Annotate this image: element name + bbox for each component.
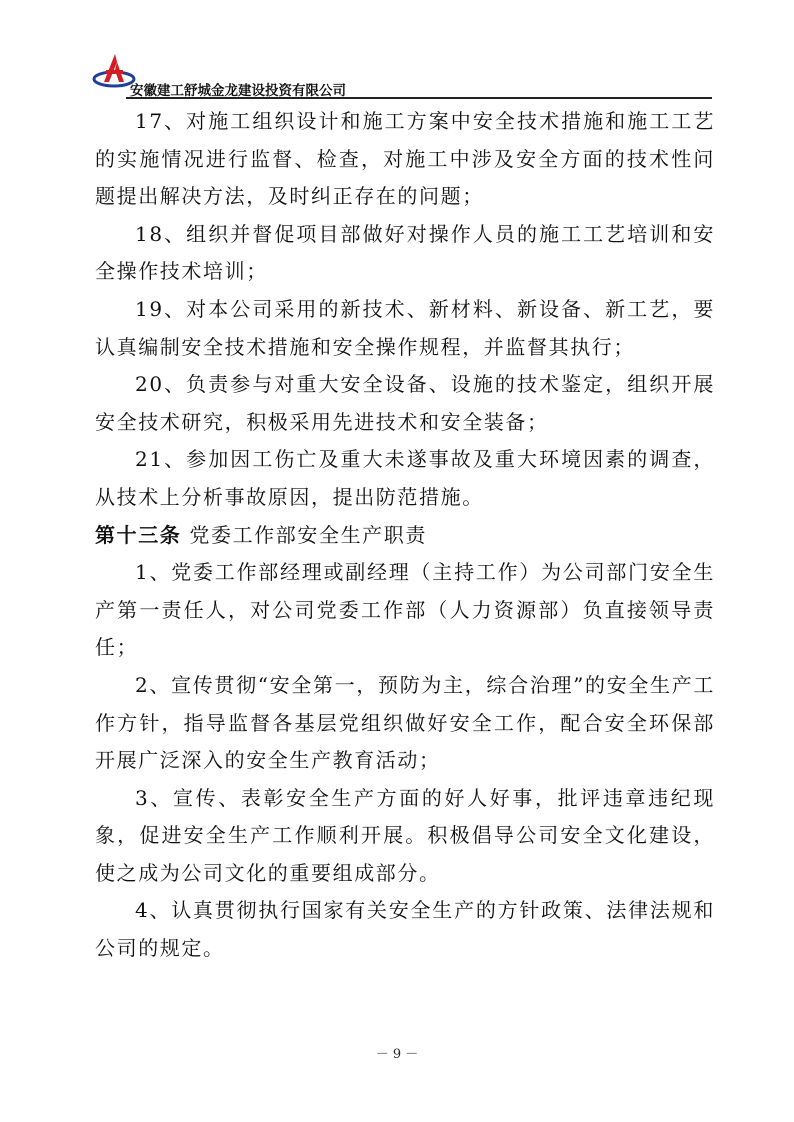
header-rule [126, 97, 712, 99]
document-body [95, 103, 715, 968]
paragraph-19: 19、对本公司采用的新技术、新材料、新设备、新工艺，要认真编制安全技术措施和安全操作规程，并监督其执行； [95, 296, 715, 359]
section-paragraph-4: 4、认真贯彻执行国家有关安全生产的方针政策、法律法规和公司的规定。 [95, 898, 715, 961]
paragraph-17: 17、对施工组织设计和施工方案中安全技术措施和施工工艺的实施情况进行监督、检查，对施工中涉及安全方面的技术性问题提出解决方法，及时纠正存在的问题； [95, 109, 715, 209]
section-title: 党委工作部安全生产职责 [189, 522, 427, 547]
page-header [92, 52, 712, 100]
paragraph-20: 20、负责参与对重大安全设备、设施的技术鉴定，组织开展安全技术研究，积极采用先进技术和安全装备； [95, 372, 715, 434]
section-paragraph-3: 3、宣传、表彰安全生产方面的好人好事，批评违章违纪现象，促进安全生产工作顺利开展。积极倡导公司安全文化建设，使之成为公司文化的重要组成部分。 [95, 785, 715, 885]
page-number: － 9 － [375, 1047, 419, 1062]
paragraph-21: 21、参加因工伤亡及重大未遂事故及重大环境因素的调查，从技术上分析事故原因，提出防范措施。 [95, 447, 715, 509]
paragraph-18: 18、组织并督促项目部做好对操作人员的施工工艺培训和安全操作技术培训； [95, 221, 715, 284]
section-paragraph-1: 1、党委工作部经理或副经理（主持工作）为公司部门安全生产第一责任人，对公司党委工作部（人力资源部）负直接领导责任； [95, 560, 715, 660]
section-number: 第十三条 [95, 522, 182, 547]
section-heading [95, 517, 715, 555]
section-paragraph-2: 2、宣传贯彻“安全第一，预防为主，综合治理”的安全生产工作方针，指导监督各基层党组织做好安全工作，配合安全环保部开展广泛深入的安全生产教育活动； [95, 672, 715, 773]
company-name: 安徽建工舒城金龙建设投资有限公司 [130, 83, 346, 99]
